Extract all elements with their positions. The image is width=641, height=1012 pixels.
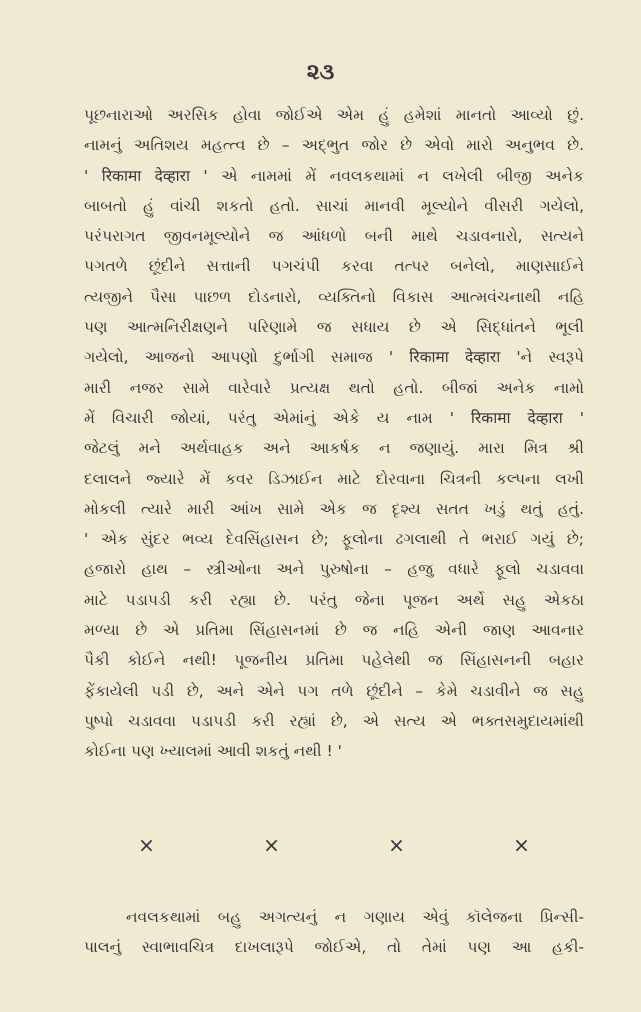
text-line: હજારો હાથ – સ્ત્રીઓના અને પુરુષોના – હજુ વધારે ફૂલો ચડાવવા xyxy=(84,560,584,579)
text-line: દલાલને જ્યારે મેં કવર ડિઝાઈન માટે દોરવાના ચિત્રની કલ્પના લખી xyxy=(84,469,584,488)
text-line: પાલનું સ્વાભાવચિત્ર દાખલારૂપે જોઈએ, તો તેમાં પણ આ હકી- xyxy=(84,938,584,957)
text-line: ' એક સુંદર ભવ્ય દેવસિંહાસન છે; ફૂલોના ઢગલાથી તે ભરાઈ ગયું છે; xyxy=(84,530,584,549)
text-line: જેટલું મને અર્થવાહક અને આકર્ષક ન જણાયું. મારા મિત્ર શ્રી xyxy=(84,439,584,458)
text-line: બાબતો હું વાંચી શકતો હતો. સાચાં માનવી મૂલ્યોને વીસરી ગયેલો, xyxy=(84,196,584,215)
text-line: મેં વિચારી જોયાં, પરંતુ એમાંનું એકે ય નામ ' रिकामा देव्हारा ' xyxy=(84,408,584,427)
separator-mark: × xyxy=(513,833,530,857)
closing-paragraph xyxy=(84,902,584,963)
text-line: કોઈના પણ ખ્યાલમાં આવી શકતું નથી ! ' xyxy=(84,742,342,761)
text-line: પૂછનારાઓ અરસિક હોવા જોઈએ એમ હું હમેશાં માનતો આવ્યો છું. xyxy=(84,106,584,124)
section-separator xyxy=(84,833,584,857)
text-line: નવલકથામાં બહુ અગત્યનું ન ગણાય એવું કૉલેજના પ્રિન્સી- xyxy=(126,908,584,926)
text-line: પણ આત્મનિરીક્ષણને પરિણામે જ સધાય છે એ સિદ્ધાંતને ભૂલી xyxy=(84,318,584,337)
separator-mark: × xyxy=(388,833,405,857)
text-line: પગતળે છૂંદીને સત્તાની પગચંપી કરવા તત્પર બનેલો, માણસાઈને xyxy=(84,257,584,276)
text-line: ગયેલો, આજનો આપણો દુર્ભાગી સમાજ ' रिकामा देव्हारा 'ને સ્વરૂપે xyxy=(84,348,584,367)
text-line: મોકલી ત્યારે મારી આંખ સામે એક જ દૃશ્ય સતત ખડું થતું હતું. xyxy=(84,499,584,518)
page-number: ૨૩ xyxy=(306,60,335,85)
text-line: ત્યજીને પૈસા પાછળ દોડનારો, વ્યક્તિનો વિકાસ આત્મવંચનાથી નહિ xyxy=(84,287,584,306)
text-line: પૈકી કોઈને નથી! પૂજનીય પ્રતિમા પહેલેથી જ સિંહાસનની બહાર xyxy=(84,651,584,670)
text-line: મારી નજર સામે વારેવારે પ્રત્યક્ષ થતો હતો. બીજાં અનેક નામો xyxy=(84,378,584,397)
text-line: નામનું અતિશય મહત્ત્વ છે – અદ્ભુત જોર છે એવો મારો અનુભવ છે. xyxy=(84,136,584,155)
text-line: પરંપરાગત જીવનમૂલ્યોને જ આંધળો બની માથે ચડાવનારો, સત્યને xyxy=(84,227,584,246)
text-line: મળ્યા છે એ પ્રતિમા સિંહાસનમાં છે જ નહિ એની જાણ આવનાર xyxy=(84,621,584,640)
separator-mark: × xyxy=(138,833,155,857)
separator-mark: × xyxy=(263,833,280,857)
text-line: ફેંકાયેલી પડી છે, અને એને પગ તળે છૂંદીને – કેમે ચડાવીને જ સહુ xyxy=(84,681,584,700)
text-line: ' रिकामा देव्हारा ' એ નામમાં મેં નવલકથામાં ન લખેલી બીજી અનેક xyxy=(84,166,584,185)
main-paragraph xyxy=(84,100,584,767)
text-line: પુષ્પો ચડાવવા પડાપડી કરી રહ્યાં છે, એ સત્ય એ ભક્તસમુદાયમાંથી xyxy=(84,711,584,730)
text-line: માટે પડાપડી કરી રહ્યા છે. પરંતુ જેના પૂજન અર્થે સહુ એકઠા xyxy=(84,590,584,609)
